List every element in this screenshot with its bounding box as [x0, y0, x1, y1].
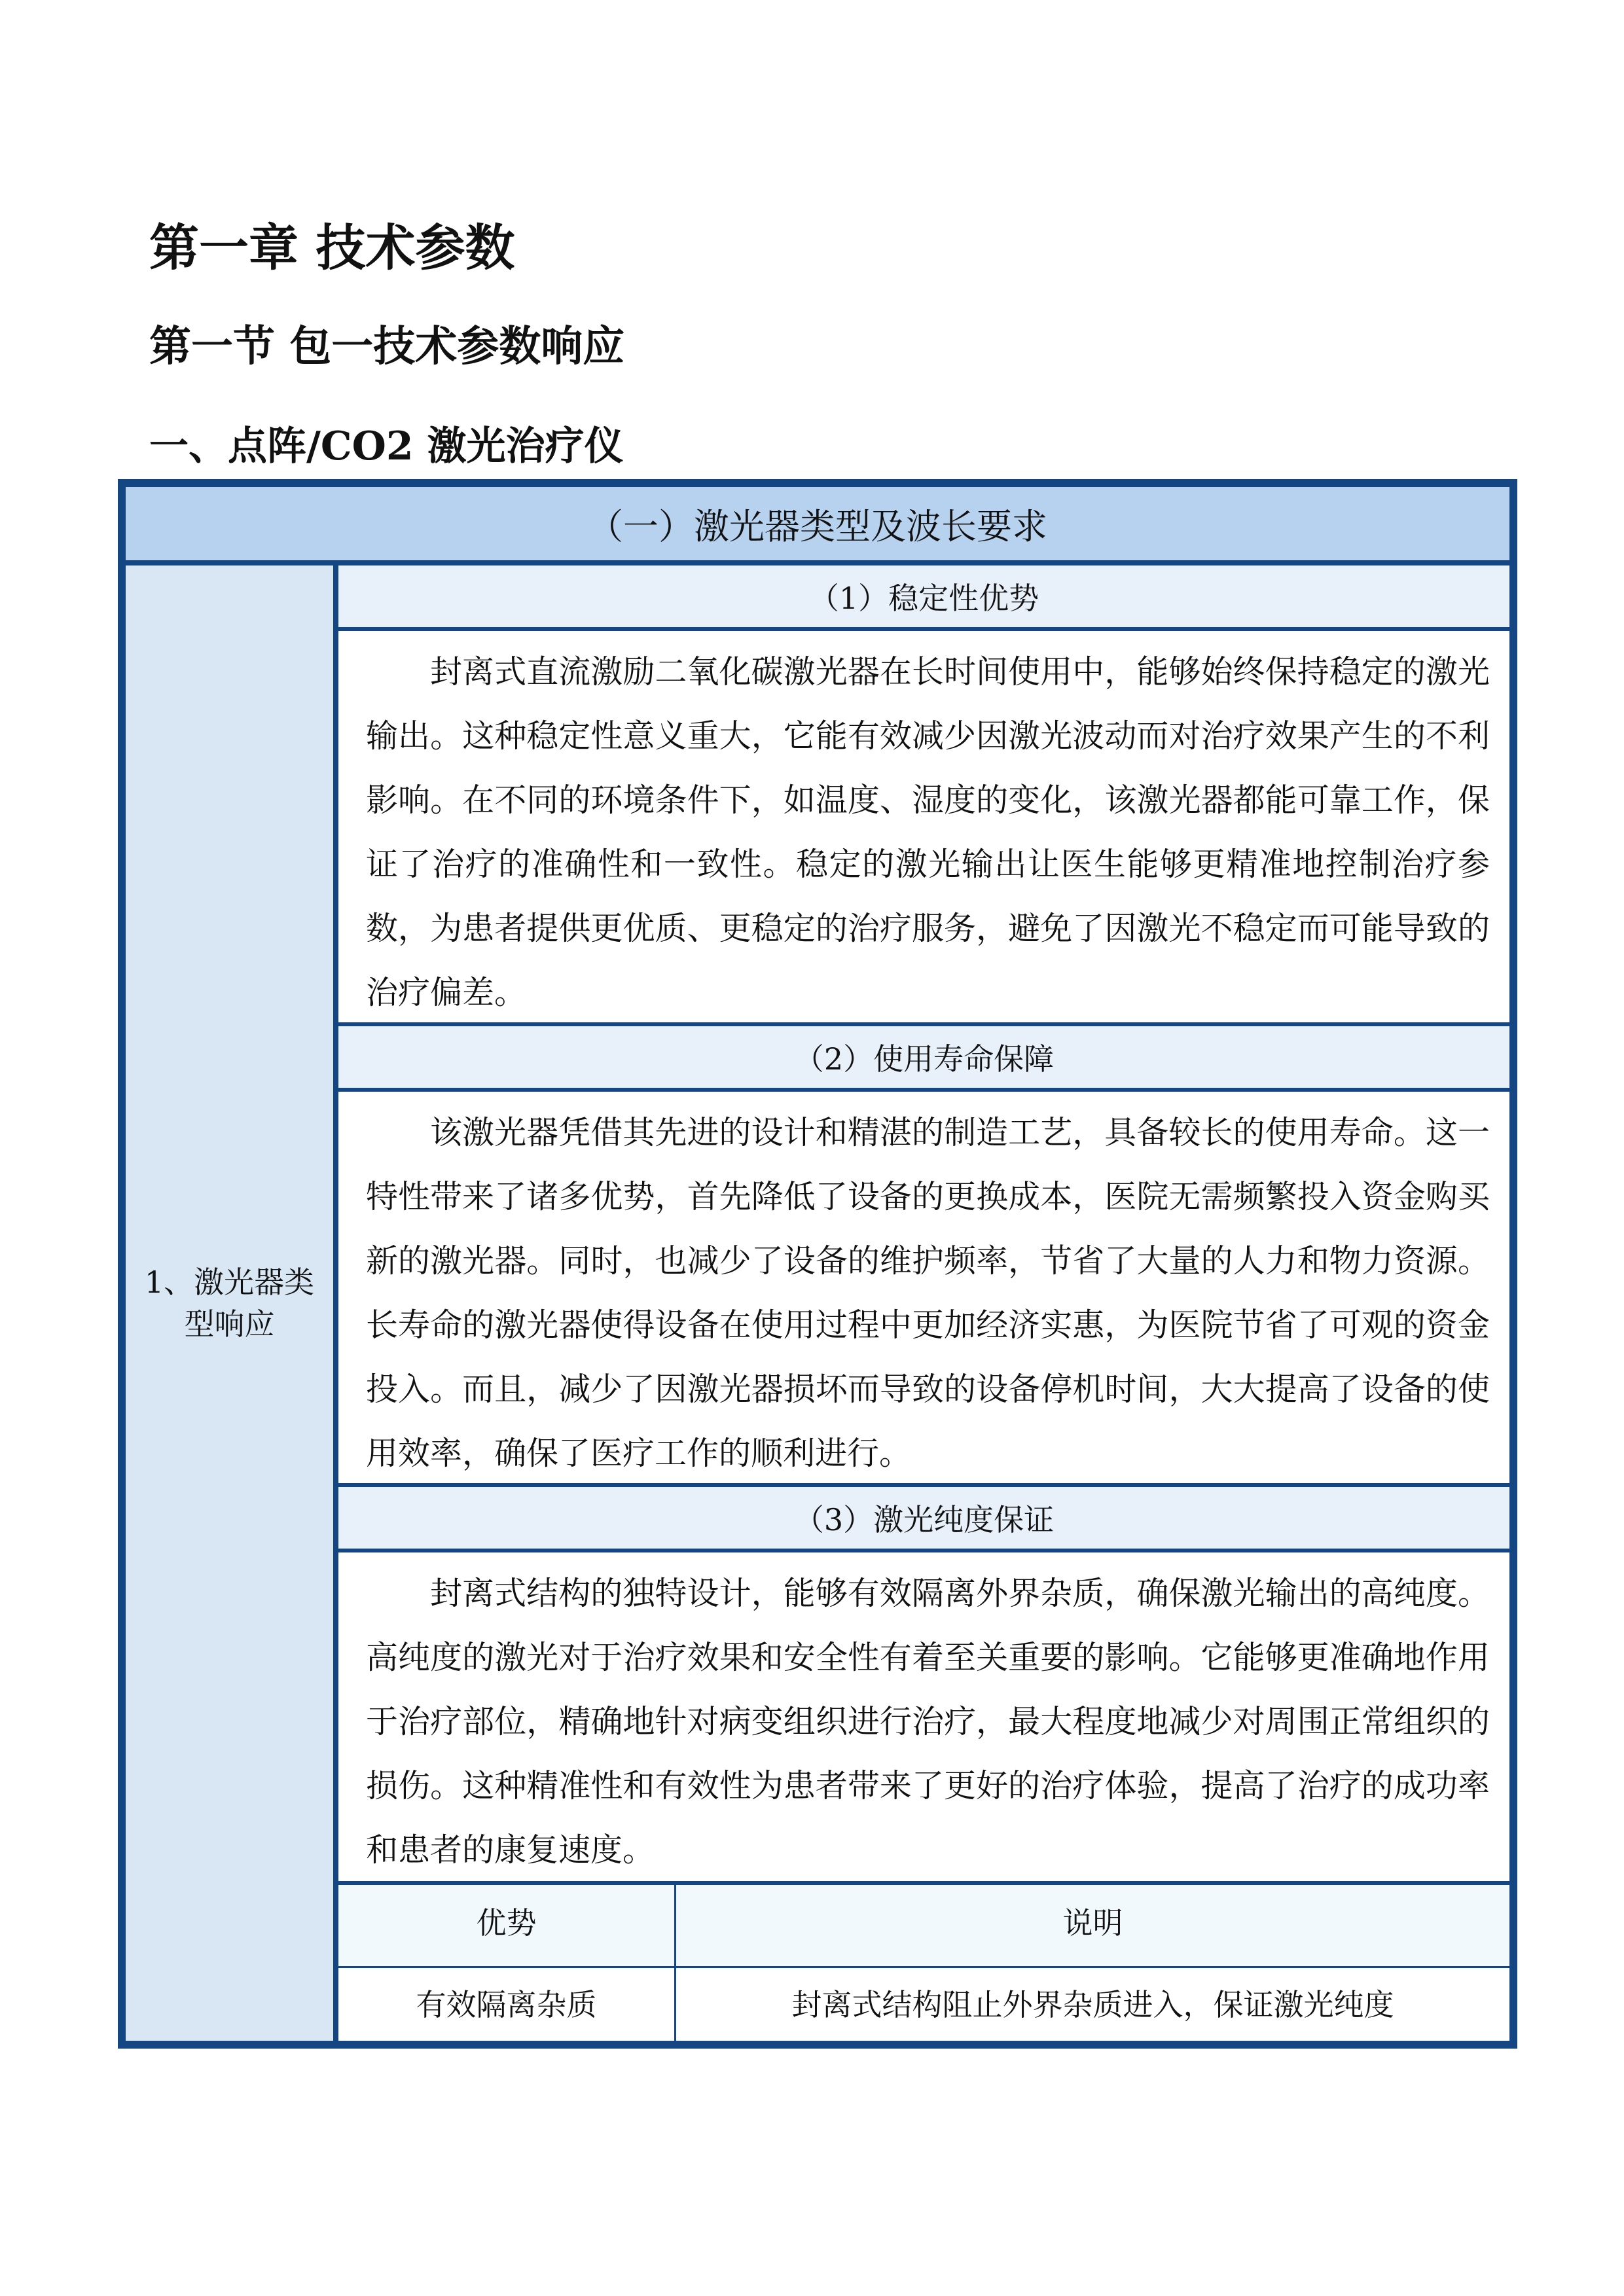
item-heading: 一、点阵/CO2 激光治疗仪 — [149, 423, 624, 469]
section-heading-1: （1）稳定性优势 — [338, 565, 1509, 631]
section-text-2: 该激光器凭借其先进的设计和精湛的制造工艺，具备较长的使用寿命。这一特性带来了诸多优势，首先降低了设备的更换成本，医院无需频繁投入资金购买新的激光器。同时，也减少了设备的维护频率，节省了大量的人力和物力资源。长寿命的激光器使得设备在使用过程中更加经济实惠，为医院节省了可观的资金投入。而且，减少了因激光器损坏而导致的设备停机时间，大大提高了设备的使用效率，确保了医疗工作的顺利进行。 — [338, 1092, 1509, 1487]
table-title: （一）激光器类型及波长要求 — [126, 487, 1509, 565]
section-heading-2: （2）使用寿命保障 — [338, 1026, 1509, 1092]
section-text-1: 封离式直流激励二氧化碳激光器在长时间使用中，能够始终保持稳定的激光输出。这种稳定性意义重大，它能有效减少因激光波动而对治疗效果产生的不利影响。在不同的环境条件下，如温度、湿度的变化，该激光器都能可靠工作，保证了治疗的准确性和一致性。稳定的激光输出让医生能够更精准地控制治疗参数，为患者提供更优质、更稳定的治疗服务，避免了因激光不稳定而可能导致的治疗偏差。 — [338, 631, 1509, 1026]
chapter-heading: 第一章 技术参数 — [149, 219, 515, 277]
section-heading-3: （3）激光纯度保证 — [338, 1487, 1509, 1552]
cell-description: 封离式结构阻止外界杂质进入，保证激光纯度 — [791, 1987, 1394, 2022]
advantage-table — [338, 1885, 1509, 2041]
header-advantage: 优势 — [338, 1885, 676, 1968]
section-text-3: 封离式结构的独特设计，能够有效隔离外界杂质，确保激光输出的高纯度。高纯度的激光对于治疗效果和安全性有着至关重要的影响。它能够更准确地作用于治疗部位，精确地针对病变组织进行治疗，最大程度地减少对周围正常组织的损伤。这种精准性和有效性为患者带来了更好的治疗体验，提高了治疗的成功率和患者的康复速度。 — [338, 1552, 1509, 1885]
row-label: 1、激光器类型响应 — [126, 565, 338, 2041]
header-description: 说明 — [676, 1885, 1509, 1968]
section-heading: 第一节 包一技术参数响应 — [149, 322, 625, 371]
cell-advantage: 有效隔离杂质 — [338, 1968, 676, 2041]
parameter-table — [118, 479, 1517, 2049]
